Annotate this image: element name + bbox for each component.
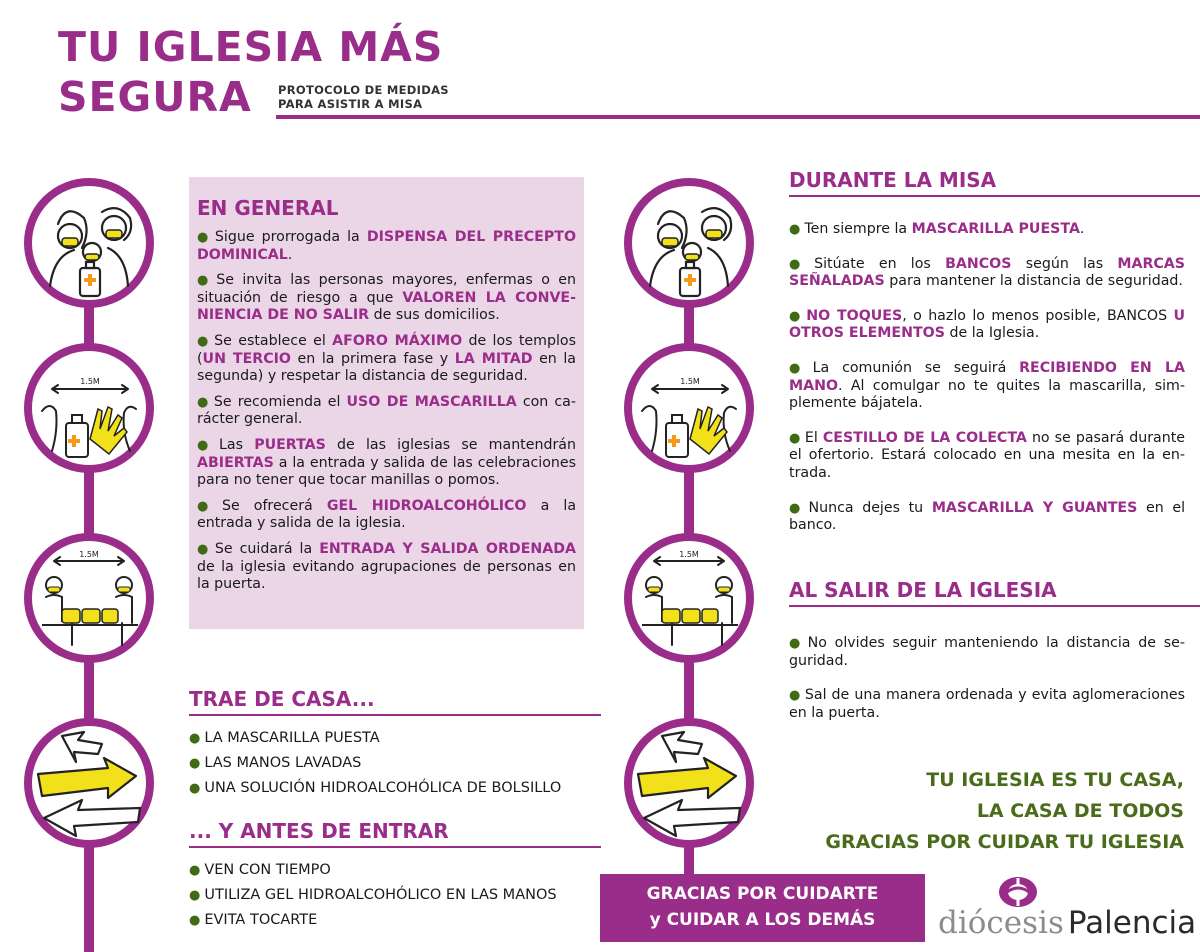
- motto-line-2: LA CASA DE TODOS: [976, 800, 1184, 822]
- bullet-icon: ●: [197, 333, 211, 349]
- bring-item: ● UNA SOLUCIÓN HIDROALCOHÓLICA DE BOLSILLO: [189, 780, 562, 796]
- general-item-3: ● Se establece el AFORO MÁXIMO de los templos (UN TERCIO en la primera fase y LA MITAD en la segunda) y respetar la distancia de seguridad.: [197, 332, 577, 385]
- general-item-4: ● Se recomienda el USO DE MASCARILLA con carácter general.: [197, 393, 576, 428]
- during-item-6: ● Nunca dejes tu MASCARILLA Y GUANTES en el banco.: [789, 499, 1186, 534]
- general-title: EN GENERAL: [197, 196, 339, 220]
- bring-list: [189, 726, 601, 801]
- motto-line-1: TU IGLESIA ES TU CASA,: [926, 769, 1184, 791]
- distance-label: 1.5M: [680, 377, 700, 386]
- during-section: [789, 167, 1185, 535]
- distance-label: 1.5M: [80, 377, 100, 386]
- title-line-1: TU IGLESIA MÁS: [58, 23, 444, 71]
- entry-exit-arrows-icon: [32, 726, 146, 840]
- during-item-1: ● Ten siempre la MASCARILLA PUESTA.: [789, 221, 1085, 237]
- left-circle-arrows: [24, 718, 154, 848]
- title-line-2: SEGURA: [58, 73, 252, 121]
- before-title: ... Y ANTES DE ENTRAR: [189, 818, 601, 848]
- subtitle: [278, 83, 449, 111]
- bullet-icon: ●: [189, 731, 201, 746]
- right-circle-seated: [624, 533, 754, 663]
- bring-item: ● LA MASCARILLA PUESTA: [189, 730, 380, 746]
- distance-gloves-icon: [632, 351, 746, 465]
- distance-label: 1.5M: [679, 550, 699, 559]
- bullet-icon: ●: [189, 781, 201, 796]
- logo-word-diocesis: diócesis: [938, 905, 1064, 941]
- right-circle-arrows: [624, 718, 754, 848]
- before-item: ● EVITA TOCARTE: [189, 912, 318, 928]
- leaving-item-1: ● No olvides seguir manteniendo la distancia de seguridad.: [789, 635, 1186, 669]
- logo-word-palencia: Palencia: [1067, 905, 1197, 941]
- bullet-icon: ●: [789, 360, 809, 376]
- leaving-section: [789, 577, 1185, 722]
- general-item-2: ● Se invita las personas mayores, enfermas o en situación de riesgo a que VALOREN LA CONVENIENCIA DE NO SALIR de sus domicilios.: [197, 272, 577, 324]
- general-item-5: ● Las PUERTAS de las iglesias se mantendrán ABIERTAS a la entrada y salida de las celebraciones para no tener que tocar manillas o pomos.: [197, 436, 576, 489]
- subtitle-line-2: PARA ASISTIR A MISA: [278, 97, 423, 111]
- bullet-icon: ●: [189, 756, 201, 771]
- left-circle-distance-gloves: [24, 343, 154, 473]
- before-item: ● VEN CON TIEMPO: [189, 862, 331, 878]
- bullet-icon: ●: [197, 437, 216, 453]
- general-item-6: ● Se ofrecerá GEL HIDROALCOHÓLICO a la entrada y salida de la iglesia.: [197, 497, 577, 532]
- general-section: [189, 177, 584, 629]
- bullet-icon: ●: [197, 394, 210, 410]
- bring-title: TRAE DE CASA...: [189, 686, 601, 716]
- bullet-icon: ●: [189, 888, 201, 903]
- bullet-icon: ●: [189, 863, 201, 878]
- during-item-4: ● La comunión se seguirá RECIBIENDO EN LA MANO. Al comulgar no te quites la mascarilla, simplemente bájatela.: [789, 359, 1185, 412]
- header-divider: [276, 115, 1200, 119]
- during-item-5: ● El CESTILLO DE LA COLECTA no se pasará durante el ofertorio. Estará colocado en una mesita en la entrada.: [789, 429, 1186, 481]
- seated-distance-icon: [32, 541, 146, 655]
- right-circle-distance-gloves: [624, 343, 754, 473]
- general-item-1: ● Sigue prorrogada la DISPENSA DEL PRECEPTO DOMINICAL.: [197, 229, 577, 263]
- bullet-icon: ●: [197, 498, 218, 514]
- logo-wordmark: [938, 904, 1196, 942]
- bring-item: ● LAS MANOS LAVADAS: [189, 755, 362, 771]
- bullet-icon: ●: [789, 222, 801, 237]
- entry-exit-arrows-icon: [632, 726, 746, 840]
- right-circle-masks: [624, 178, 754, 308]
- motto: [825, 765, 1184, 858]
- people-with-masks-icon: [632, 186, 746, 300]
- bullet-icon: ●: [789, 308, 803, 324]
- bullet-icon: ●: [789, 688, 801, 704]
- people-with-masks-icon: [32, 186, 146, 300]
- bullet-icon: ●: [197, 541, 211, 557]
- bullet-icon: ●: [789, 636, 804, 651]
- leaving-list: [789, 635, 1185, 722]
- before-list: [189, 858, 601, 933]
- thanks-line-2: y CUIDAR A LOS DEMÁS: [649, 910, 876, 930]
- thanks-banner: [600, 874, 925, 942]
- left-circle-masks: [24, 178, 154, 308]
- leaving-title: AL SALIR DE LA IGLESIA: [789, 577, 1200, 607]
- diocesis-logo: [938, 870, 1197, 945]
- subtitle-line-1: PROTOCOLO DE MEDIDAS: [278, 83, 449, 97]
- bullet-icon: ●: [789, 256, 811, 272]
- leaving-item-2: ● Sal de una manera ordenada y evita aglomeraciones en la puerta.: [789, 687, 1185, 721]
- before-section: [189, 818, 601, 933]
- bullet-icon: ●: [197, 273, 213, 289]
- bullet-icon: ●: [789, 430, 801, 446]
- thanks-line-1: GRACIAS POR CUIDARTE: [646, 884, 879, 904]
- during-list: [789, 221, 1185, 535]
- bring-section: [189, 686, 601, 801]
- distance-gloves-icon: [32, 351, 146, 465]
- seated-distance-icon: [632, 541, 746, 655]
- before-item: ● UTILIZA GEL HIDROALCOHÓLICO EN LAS MANOS: [189, 887, 557, 903]
- bullet-icon: ●: [789, 500, 805, 516]
- bullet-icon: ●: [189, 913, 201, 928]
- distance-label: 1.5M: [79, 550, 99, 559]
- during-title: DURANTE LA MISA: [789, 167, 1200, 197]
- during-item-3: ● NO TOQUES, o hazlo lo menos posible, BANCOS U OTROS ELEMENTOS de la Iglesia.: [789, 307, 1185, 342]
- general-item-7: ● Se cuidará la ENTRADA Y SALIDA ORDENADA de la iglesia evitando agrupaciones de personas en la puerta.: [197, 540, 576, 593]
- bullet-icon: ●: [197, 230, 211, 245]
- motto-line-3: GRACIAS POR CUIDAR TU IGLESIA: [825, 831, 1184, 853]
- left-circle-seated: [24, 533, 154, 663]
- during-item-2: ● Sitúate en los BANCOS según las MARCAS SEÑALADAS para mantener la distancia de seguridad.: [789, 255, 1185, 290]
